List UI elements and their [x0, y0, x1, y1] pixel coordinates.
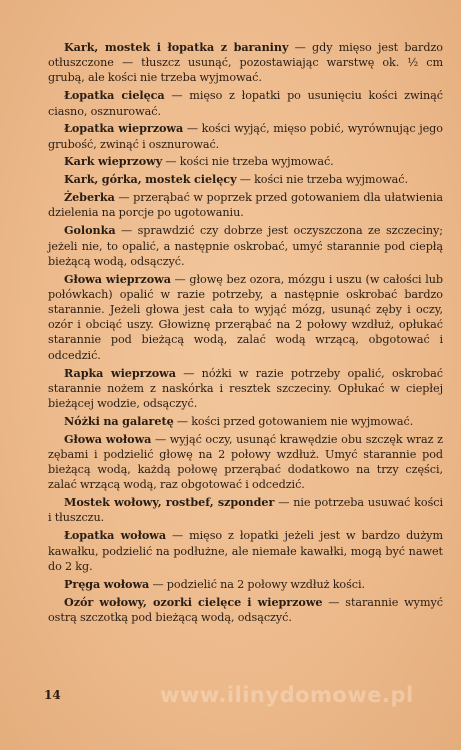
- entry-text: — wyjąć oczy, usunąć krawędzie obu szczęk wraz z zębami i podzielić głowę na 2 połowy wzdłuż. Umyć starannie pod bieżącą wodą, każdą połowę przerąbać dodatkowo na trzy części, zalać wrzącą wodą, raz obgotować i odcedzić.: [48, 432, 443, 492]
- entry-term: Rapka wieprzowa: [64, 365, 176, 380]
- entry-ozor-wolowy-ozorki: [48, 595, 443, 625]
- entry-text: — nóżki w razie potrzeby opalić, oskrobać starannie nożem z naskórka i resztek szczeciny. Opłukać w ciepłej bieżącej wodzie, odsączyć.: [48, 366, 443, 410]
- entry-text: — starannie wymyć ostrą szczotką pod bieżącą wodą, odsączyć.: [48, 595, 443, 624]
- entry-golonka: [48, 223, 443, 269]
- entry-lopatka-cieleca: [48, 88, 443, 118]
- entry-text: — kości nie trzeba wyjmować.: [236, 173, 409, 187]
- entry-term: Łopatka wołowa: [64, 528, 167, 543]
- entry-text: — kości wyjąć, mięso pobić, wyrównując jego grubość, zwinąć i osznurować.: [48, 122, 443, 151]
- page-text: [48, 40, 443, 740]
- entry-zeberka: [48, 190, 443, 220]
- entry-term: Głowa wołowa: [64, 431, 152, 446]
- entry-kark-wieprzowy: [48, 154, 443, 169]
- entry-text: — mięso z łopatki po usunięciu kości zwinąć ciasno, osznurować.: [48, 89, 443, 118]
- entry-term: Golonka: [64, 223, 116, 238]
- entry-text: — kości przed gotowaniem nie wyjmować.: [173, 414, 414, 428]
- entry-text: — mięso z łopatki jeżeli jest w bardzo dużym kawałku, podzielić na podłużne, ale niemałe kawałki, mogą być nawet do 2 kg.: [48, 529, 444, 573]
- entry-prega-wolowa: [48, 577, 443, 592]
- entry-term: Żeberka: [64, 190, 115, 205]
- entry-rapka-wieprzowa: [48, 366, 443, 412]
- entry-nozki-na-galarete: [48, 414, 443, 429]
- entry-kark-gorka-mostek-cielecy: [48, 172, 443, 187]
- entry-term: Mostek wołowy, rostbef, szponder: [64, 495, 275, 510]
- entry-term: Ozór wołowy, ozorki cielęce i wieprzowe: [64, 594, 323, 609]
- watermark: www.ilinydomowe.pl: [160, 683, 414, 707]
- entry-glowa-wolowa: [48, 432, 443, 493]
- entry-text: — sprawdzić czy dobrze jest oczyszczona ze szczeciny; jeżeli nie, to opalić, a następnie oskrobać, umyć starannie pod ciepłą bieżącą wodą, odsączyć.: [48, 224, 443, 268]
- entry-term: Kark, górka, mostek cielęcy: [64, 172, 237, 187]
- entry-mostek-wolowy-rostbef-szponder: [48, 495, 443, 525]
- entry-term: Głowa wieprzowa: [64, 271, 171, 286]
- entry-glowa-wieprzowa: [48, 272, 443, 363]
- entry-term: Łopatka cielęca: [64, 88, 165, 103]
- entry-text: — głowę bez ozora, mózgu i uszu (w całości lub połówkach) opalić w razie potrzeby, a następnie oskrobać bardzo starannie. Jeżeli głowa jest cała to wyjąć mózg, usunąć zęby i oczy, ozór i obciąć uszy. Głowiznę przerąbać na 2 połowy wzdłuż, opłukać starannie pod bieżącą wodą, zalać wodą wrzącą, obgotować i odcedzić.: [48, 272, 444, 362]
- entry-text: — przerąbać w poprzek przed gotowaniem dla ułatwienia dzielenia na porcje po ugotowaniu.: [48, 191, 443, 220]
- entry-lopatka-wolowa: [48, 528, 443, 574]
- entry-term: Łopatka wieprzowa: [64, 121, 184, 136]
- entry-kark-mostek-lopatka-baranina: [48, 40, 443, 86]
- page-number: 14: [44, 688, 61, 702]
- entry-text: — gdy mięso jest bardzo otłuszczone — tłuszcz usunąć, pozostawiając warstwę ok. ½ cm grubą, ale kości nie trzeba wyjmować.: [48, 41, 443, 85]
- entry-text: — kości nie trzeba wyjmować.: [162, 155, 334, 169]
- entry-term: Kark wieprzowy: [64, 154, 163, 169]
- entry-text: — podzielić na 2 połowy wzdłuż kości.: [149, 577, 366, 591]
- entry-text: — nie potrzeba usuwać kości i tłuszczu.: [48, 496, 444, 525]
- entry-lopatka-wieprzowa: [48, 121, 443, 151]
- entry-term: Nóżki na galaretę: [64, 413, 174, 428]
- entry-term: Kark, mostek i łopatka z baraniny: [64, 40, 289, 54]
- entry-term: Pręga wołowa: [64, 576, 150, 591]
